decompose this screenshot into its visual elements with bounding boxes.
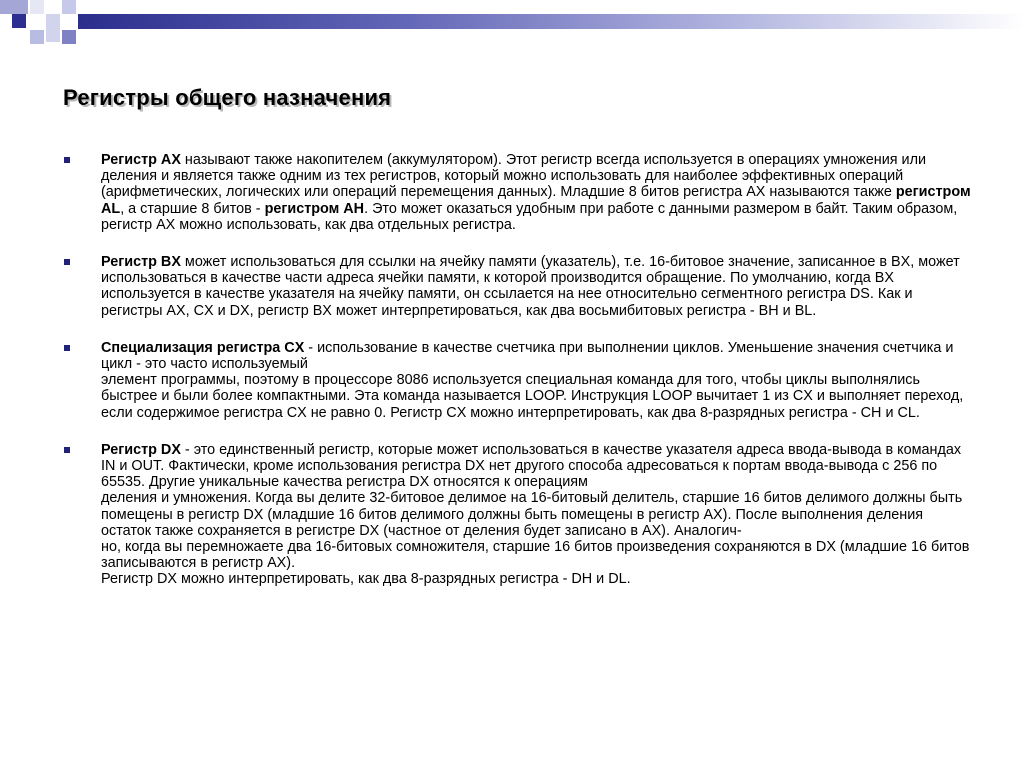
text-run: , а старшие 8 битов - — [120, 200, 265, 217]
bullet-paragraph — [101, 571, 974, 587]
text-run: элемент программы, поэтому в процессоре 8086 используется специальная команда для того, чтобы циклы выполнялись быстрее и были более компактными. Эта команда называется LOOP. Инструкция LOOP вычитает 1 из CX и выполняет переход, если содержимое регистра CX не равно 0. Регистр CX можно интерпретировать, как два 8-разрядных регистра - CH и CL. — [101, 372, 964, 421]
bold-term: регистром AH — [264, 200, 365, 217]
square-bullet-icon — [64, 345, 70, 351]
bullet-item — [0, 340, 1024, 421]
bullet-paragraph — [101, 442, 974, 491]
square-bullet-icon — [64, 157, 70, 163]
square-bullet-icon — [64, 447, 70, 453]
bold-term: Регистр DX — [101, 441, 181, 458]
bullet-item — [0, 254, 1024, 319]
decor-square — [62, 0, 76, 14]
decor-square — [46, 14, 60, 42]
bullet-paragraph — [101, 539, 974, 571]
square-bullet-icon — [64, 259, 70, 265]
bullet-paragraph — [101, 490, 974, 539]
decor-gradient-bar — [78, 14, 1024, 29]
bullet-paragraph — [101, 152, 974, 233]
text-run: но, когда вы перемножаете два 16-битовых сомножителя, старшие 16 битов произведения сохраняются в DX (младшие 16 битов записываются в регистр AX). — [101, 539, 970, 572]
text-run: называют также накопителем (аккумулятором). Этот регистр всегда используется в операциях умножения или деления и является также одним из тех регистров, который можно использовать для наиболее эффективных операций (арифметических, логических или операций перемещения данных). Младшие 8 битов регистра AX называются также — [101, 152, 927, 201]
bullet-paragraph — [101, 372, 974, 421]
decor-square — [62, 30, 76, 44]
decor-square — [12, 14, 26, 28]
bold-term: регистром AL — [101, 184, 971, 217]
slide-title: Регистры общего назначения — [63, 85, 392, 110]
bold-term: Регистр AX — [101, 152, 181, 168]
decor-square — [30, 30, 44, 44]
decor-square — [0, 0, 28, 14]
bold-term: Регистр BX — [101, 254, 181, 271]
text-run: деления и умножения. Когда вы делите 32-битовое делимое на 16-битовый делитель, старшие 16 битов делимого должны быть помещены в регистр DX (младшие 16 битов делимого должны быть помещены в регистр AX). После выполнения деления остаток также сохраняется в регистре DX (частное от деления будет записано в AX). Аналогич- — [101, 490, 963, 539]
bullet-list — [0, 152, 1024, 609]
bullet-paragraph — [101, 340, 974, 372]
text-run: - использование в качестве счетчика при выполнении циклов. Уменьшение значения счетчика и цикл - это часто используемый — [101, 339, 954, 373]
bold-term: Специализация регистра CX — [101, 339, 305, 356]
bullet-item — [0, 442, 1024, 588]
bullet-paragraph — [101, 254, 974, 319]
text-run: - это единственный регистр, которые может использоваться в качестве указателя адреса ввода-вывода в командах IN и OUT. Фактически, кроме использования регистра DX нет другого способа адресоваться к портам ввода-вывода с 256 по 65535. Другие уникальные качества регистра DX относятся к операциям — [101, 441, 962, 491]
text-run: . Это может оказаться удобным при работе с данными размером в байт. Таким образом, регистр AX можно использовать, как два отдельных регистра. — [101, 200, 958, 233]
bullet-item — [0, 152, 1024, 233]
decor-square — [30, 0, 44, 14]
text-run: Регистр DX можно интерпретировать, как два 8-разрядных регистра - DH и DL. — [101, 571, 631, 588]
text-run: может использоваться для ссылки на ячейку памяти (указатель), т.е. 16-битовое значение, записанное в BX, может использоваться в качестве части адреса ячейки памяти, к которой производится обращение. По умолчанию, когда BX используется в качестве указателя на ячейку памяти, он ссылается на нее относительно сегментного регистра DS. Как и регистры AX, CX и DX, регистр BX может интерпретироваться, как два восьмибитовых регистра - BH и BL. — [101, 254, 960, 319]
